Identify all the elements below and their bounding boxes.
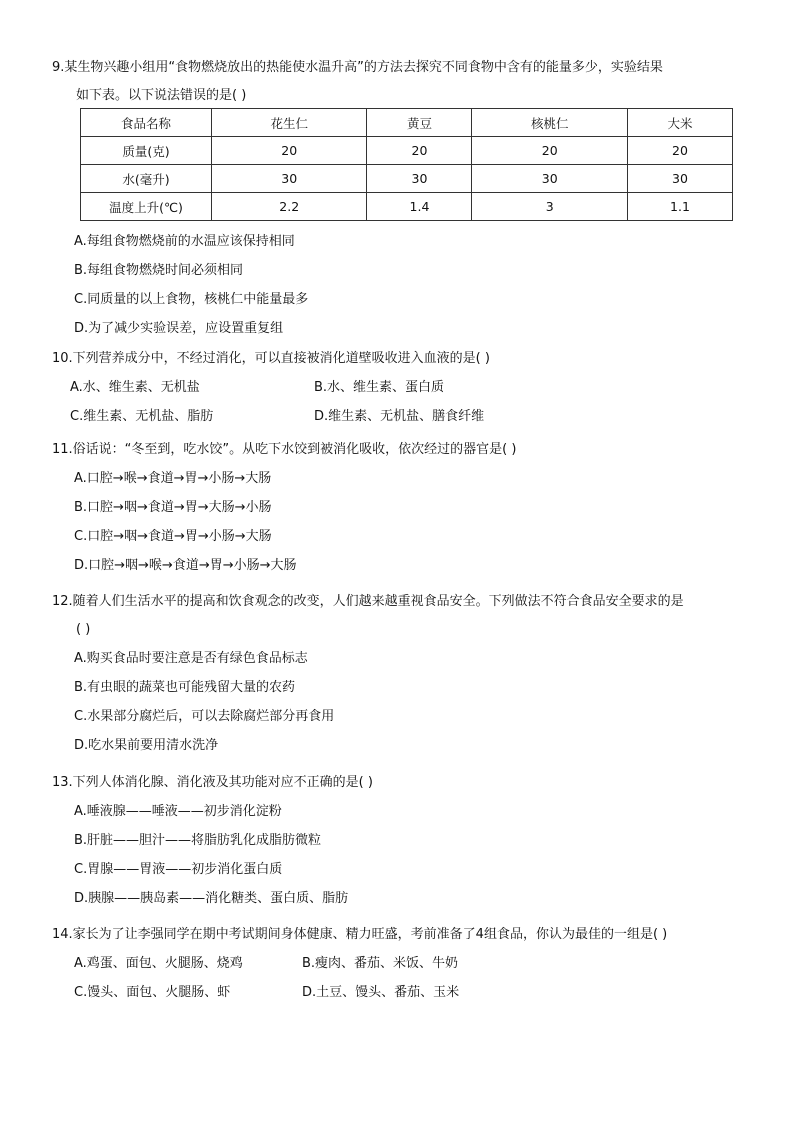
question-10	[52, 345, 752, 431]
question-10-option-a: A.水、维生素、无机盐	[70, 380, 200, 395]
table-cell: 2.2	[212, 193, 367, 221]
question-12-option-d: D.吃水果前要用清水洗净	[74, 738, 219, 753]
question-13-option-a: A.唾液腺——唾液——初步消化淀粉	[74, 804, 282, 819]
question-14-option-b: B.瘦肉、番茄、米饭、牛奶	[302, 956, 459, 971]
question-9-stem-line2: 如下表。以下说法错误的是( )	[76, 88, 247, 103]
table-cell: 20	[212, 137, 367, 165]
question-10-option-b: B.水、维生素、蛋白质	[314, 380, 445, 395]
question-12	[52, 588, 752, 760]
food-energy-table	[80, 108, 733, 221]
question-11-stem: 11.俗话说：“冬至到，吃水饺”。从吃下水饺到被消化吸收，依次经过的器官是( )	[52, 442, 517, 457]
question-10-stem: 10.下列营养成分中，不经过消化，可以直接被消化道壁吸收进入血液的是( )	[52, 351, 490, 366]
table-cell: 30	[367, 165, 472, 193]
table-row	[81, 193, 733, 221]
table-cell: 3	[472, 193, 627, 221]
table-row	[81, 137, 733, 165]
table-header-cell: 食品名称	[81, 109, 212, 137]
table-header-cell: 黄豆	[367, 109, 472, 137]
question-14-option-a: A.鸡蛋、面包、火腿肠、烧鸡	[74, 956, 243, 971]
question-13-option-d: D.胰腺——胰岛素——消化糖类、蛋白质、脂肪	[74, 891, 349, 906]
question-11-option-b: B.口腔→咽→食道→胃→大肠→小肠	[74, 500, 272, 515]
table-cell: 1.4	[367, 193, 472, 221]
question-13-option-c: C.胃腺——胃液——初步消化蛋白质	[74, 862, 283, 877]
table-cell: 质量(克)	[81, 137, 212, 165]
question-14-option-d: D.土豆、馒头、番茄、玉米	[302, 985, 460, 1000]
question-13-option-b: B.肝脏——胆汁——将脂肪乳化成脂肪微粒	[74, 833, 322, 848]
question-10-options-row2	[52, 402, 752, 431]
table-cell: 20	[627, 137, 732, 165]
question-9-option-d: D.为了减少实验误差，应设置重复组	[74, 321, 284, 336]
question-10-option-d: D.维生素、无机盐、膳食纤维	[314, 409, 485, 424]
table-row	[81, 165, 733, 193]
table-cell: 30	[627, 165, 732, 193]
question-9-option-c: C.同质量的以上食物，核桃仁中能量最多	[74, 292, 309, 307]
question-9-options	[52, 227, 752, 343]
question-10-option-c: C.维生素、无机盐、脂肪	[70, 409, 214, 424]
question-9-stem-line1: 9.某生物兴趣小组用“食物燃烧放出的热能使水温升高”的方法去探究不同食物中含有的能量多少，实验结果	[52, 60, 663, 75]
question-12-stem-line1: 12.随着人们生活水平的提高和饮食观念的改变，人们越来越重视食品安全。下列做法不符合食品安全要求的是	[52, 594, 684, 609]
question-14	[52, 921, 752, 1007]
table-cell: 30	[212, 165, 367, 193]
question-12-option-a: A.购买食品时要注意是否有绿色食品标志	[74, 651, 308, 666]
question-12-option-c: C.水果部分腐烂后，可以去除腐烂部分再食用	[74, 709, 335, 724]
table-header-cell: 大米	[627, 109, 732, 137]
question-14-options-row1	[52, 949, 752, 978]
question-14-option-c: C.馒头、面包、火腿肠、虾	[74, 985, 231, 1000]
question-13-stem: 13.下列人体消化腺、消化液及其功能对应不正确的是( )	[52, 775, 373, 790]
table-cell: 水(毫升)	[81, 165, 212, 193]
question-14-stem: 14.家长为了让李强同学在期中考试期间身体健康、精力旺盛，考前准备了4组食品，你认为最佳的一组是( )	[52, 927, 668, 942]
table-header-cell: 核桃仁	[472, 109, 627, 137]
question-11-option-d: D.口腔→咽→喉→食道→胃→小肠→大肠	[74, 558, 297, 573]
question-9-option-b: B.每组食物燃烧时间必须相同	[74, 263, 244, 278]
table-header-row	[81, 109, 733, 137]
table-cell: 30	[472, 165, 627, 193]
question-12-stem-line2: ( )	[76, 622, 91, 637]
question-11-option-c: C.口腔→咽→食道→胃→小肠→大肠	[74, 529, 272, 544]
question-11-option-a: A.口腔→喉→食道→胃→小肠→大肠	[74, 471, 272, 486]
question-9	[52, 54, 752, 110]
question-11	[52, 436, 752, 580]
table-cell: 温度上升(℃)	[81, 193, 212, 221]
question-12-option-b: B.有虫眼的蔬菜也可能残留大量的农药	[74, 680, 296, 695]
table-header-cell: 花生仁	[212, 109, 367, 137]
question-14-options-row2	[52, 978, 752, 1007]
question-13	[52, 769, 752, 913]
table-cell: 20	[472, 137, 627, 165]
table-cell: 20	[367, 137, 472, 165]
question-10-options-row1	[52, 373, 752, 402]
question-9-option-a: A.每组食物燃烧前的水温应该保持相同	[74, 234, 295, 249]
table-cell: 1.1	[627, 193, 732, 221]
